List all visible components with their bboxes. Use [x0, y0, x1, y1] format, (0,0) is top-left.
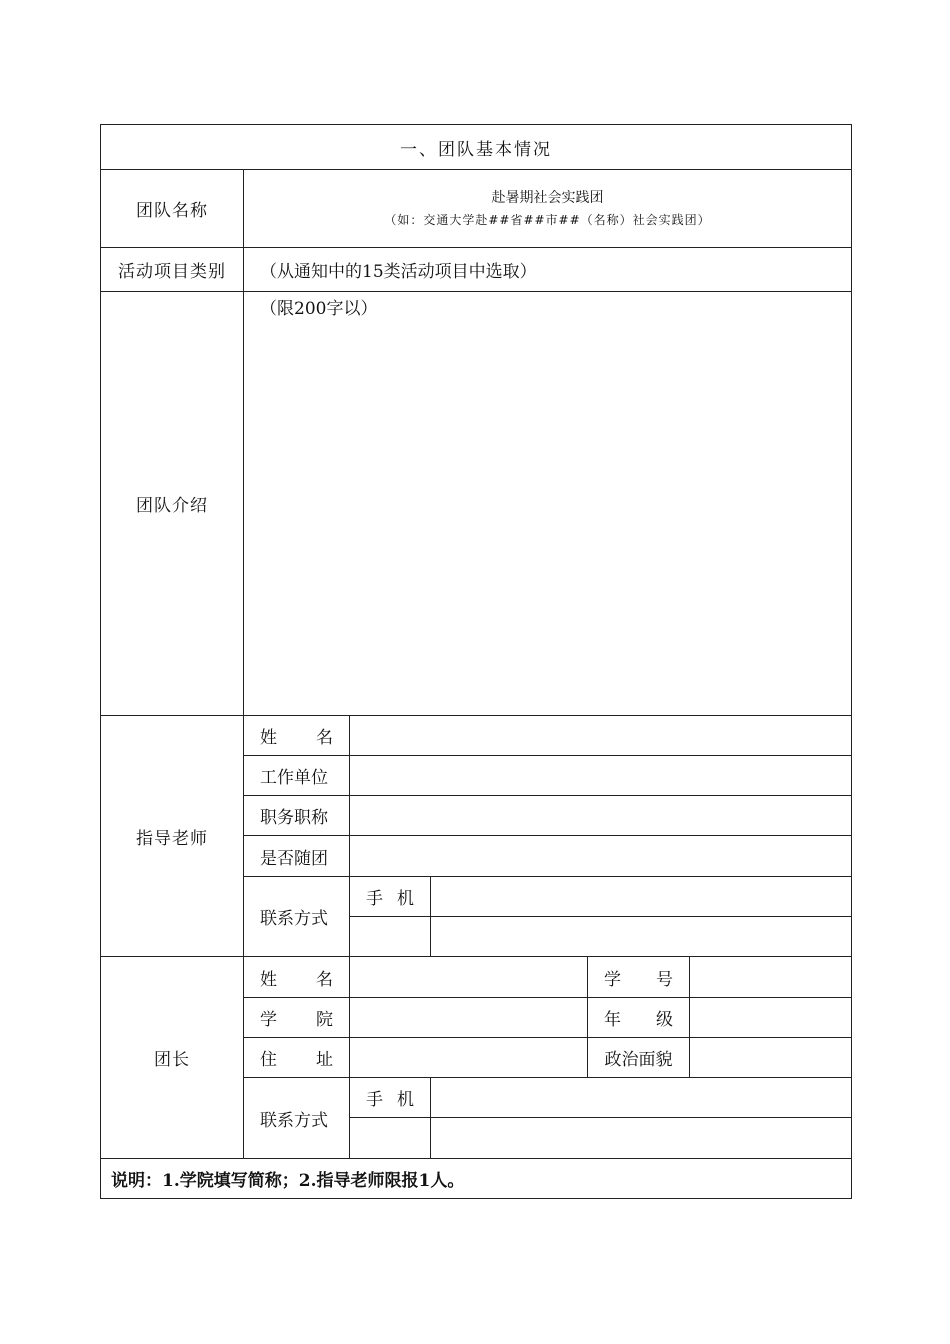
leader-college-label: 学 院 [244, 998, 350, 1038]
leader-label: 团长 [101, 957, 244, 1159]
advisor-contact-other-input[interactable] [431, 917, 852, 957]
advisor-contact-other-label [350, 917, 431, 957]
advisor-accompany-label: 是否随团 [244, 836, 350, 877]
leader-college-input[interactable] [350, 998, 588, 1038]
leader-address-label: 住 址 [244, 1038, 350, 1078]
advisor-phone-label: 手 机 [350, 877, 431, 917]
team-name-example: （如：交通大学赴##省##市##（名称）社会实践团） [384, 212, 711, 227]
category-label: 活动项目类别 [101, 248, 244, 292]
advisor-phone-input[interactable] [431, 877, 852, 917]
leader-address-input[interactable] [350, 1038, 588, 1078]
leader-contact-label: 联系方式 [244, 1078, 350, 1159]
leader-political-input[interactable] [690, 1038, 852, 1078]
leader-name-input[interactable] [350, 957, 588, 998]
team-name-field[interactable] [244, 170, 852, 248]
leader-contact-other-label [350, 1118, 431, 1159]
leader-phone-input[interactable] [431, 1078, 852, 1118]
advisor-unit-input[interactable] [350, 756, 852, 796]
advisor-title-input[interactable] [350, 796, 852, 836]
leader-name-label: 姓 名 [244, 957, 350, 998]
category-hint: （从通知中的15类活动项目中选取） [260, 262, 537, 282]
intro-hint: （限200字以） [260, 299, 378, 319]
leader-contact-other-input[interactable] [431, 1118, 852, 1159]
leader-grade-input[interactable] [690, 998, 852, 1038]
advisor-name-label: 姓 名 [244, 716, 350, 756]
advisor-unit-label: 工作单位 [244, 756, 350, 796]
leader-phone-label: 手 机 [350, 1078, 431, 1118]
team-info-form [100, 124, 852, 1199]
intro-label: 团队介绍 [101, 292, 244, 716]
section-title: 一、团队基本情况 [101, 125, 852, 170]
advisor-label: 指导老师 [101, 716, 244, 957]
category-field[interactable] [244, 248, 852, 292]
intro-field[interactable] [244, 292, 852, 716]
team-name-line1: 赴暑期社会实践团 [491, 189, 604, 206]
leader-student-id-input[interactable] [690, 957, 852, 998]
form-note: 说明：1.学院填写简称；2.指导老师限报1人。 [101, 1159, 852, 1199]
advisor-title-label: 职务职称 [244, 796, 350, 836]
advisor-contact-label: 联系方式 [244, 877, 350, 957]
leader-student-id-label: 学 号 [588, 957, 690, 998]
advisor-name-input[interactable] [350, 716, 852, 756]
leader-political-label: 政治面貌 [588, 1038, 690, 1078]
team-name-label: 团队名称 [101, 170, 244, 248]
advisor-accompany-input[interactable] [350, 836, 852, 877]
leader-grade-label: 年 级 [588, 998, 690, 1038]
